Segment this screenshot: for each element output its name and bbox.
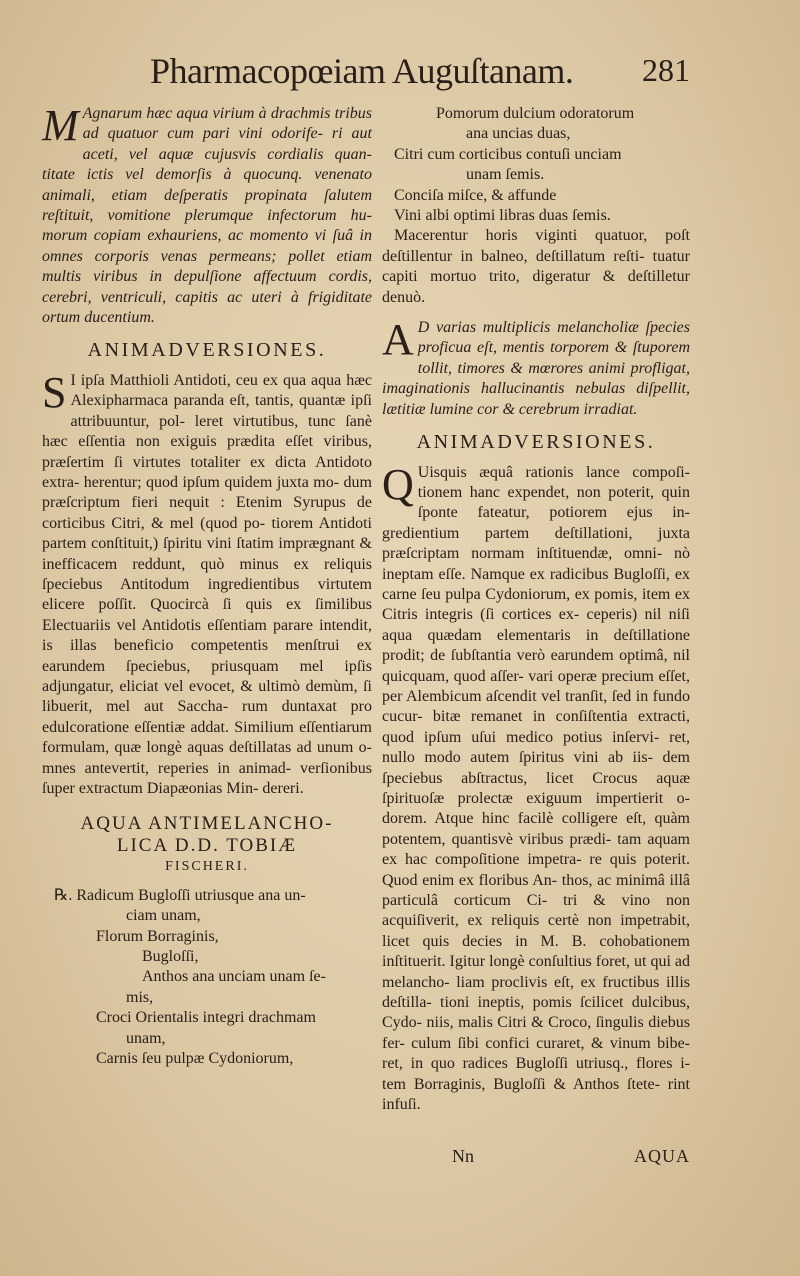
animadversiones-heading-left: ANIMADVERSIONES. xyxy=(87,339,327,362)
recipe-line: ℞. Radicum Bugloſſi utriusque ana un- xyxy=(54,886,306,904)
method-paragraph: Macerentur horis viginti quatuor, poſt deſtillentur in balneo, deſtillatum reſti- tuatur capiti mortuo trito, digeratur & deſtilletur denuò. xyxy=(382,227,690,306)
catchword: AQUA xyxy=(634,1146,690,1166)
running-title: Pharmacopœiam Auguſtanam. xyxy=(150,51,574,91)
anim-dropcap-left: S xyxy=(42,367,67,417)
page-number: 281 xyxy=(642,52,690,88)
use-text: D varias multiplicis melancholiæ ſpecies proficua eſt, mentis torporem & ſtuporem tollit, timores & mœrores animi profligat, imaginationis hallucinantis nebulas diſpellit, lætitiæ lumine cor & cerebrum irradiat. xyxy=(382,319,690,418)
intro-dropcap: M xyxy=(42,101,79,150)
anim-text-right: Uisquis æquâ rationis lance compoſi- tionem hanc expendet, non poterit, quin ſponte fateatur, potiorem ejus in- gredientium partem deſtillationi, juxta præſcriptam normam inſtituendæ, omni- nò ineptam eſſe. Namque ex radicibus Bugloſſi, ex carne ſeu pulpa Cydoniorum, ex pomis, item ex Citris integris (ſi cortices ex- ceperis) nil niſi aqua quædam elementaris in deſtillatione prodit; de ſubſtantia verò earundem optimâ, nil quicquam, quod aſſer- vari operæ precium eſſet, per Alembicum aſcendit vel tranſit, ſed in fundo cucur- bitæ remanet in conſiſtentia extracti, quod ipſum uſui medico potius inſervi- ret, nullo modo autem ſpiritus vini ab iis- dem ſpeciebus abſtractus, licet Crocus aquæ ſpirituoſæ prolectæ exiguum impertierit o- dorem. Atque hinc facilè colligere eſt, quàm potentem, quantisvè viribus prædi- tam aquam ex hac compoſitione impetra- re quis poterit. Quod enim ex floribus An- thos, ac minimâ illâ particulâ corticum Ci- tri & vino non acquiſiverit, ex reliquis certè non impetrabit, licet quis decies in M. B. cohobationem inſtituerit. Igitur longè conſultius foret, ut qui ad melancho- liam proclivis eſt, ex fructibus illis deſtilla- tioni ineptis, pomis ſcilicet dulcibus, Cydo- niis, malis Citri & Croco, ſingulis diebus fer- culum ſibi confici curaret, & vinum bibe- ret, in quo radices Bugloſſi utriusq., flores i- tem Borraginis, Bugloſſi & Anthos ſtete- rint infuſi. xyxy=(382,463,690,1114)
intro-text: Agnarum hæc aqua virium à drachmis tribus ad quatuor cum pari vini odorife- ri aut aceti, vel aquæ cujusvis cordialis quan- titate ictis vel demorſis à quocunq. venenato animali, etiam deſperatis propinata ſalutem reſtituit, vomitione plerumque infectorum hu- morum copiam exhauriens, ac momento vi ſuâ in omnes corporis venas permeans; pollet etiam multis viribus in depulſione affectuum cordis, cerebri, ventriculi, capitis ac uteri à frigiditate ortum ducentium. xyxy=(42,105,372,327)
animadversiones-heading-right: ANIMADVERSIONES. xyxy=(416,431,656,454)
recipe-line: mis, xyxy=(126,988,154,1006)
recipe-list-left xyxy=(42,886,372,1070)
page-footer xyxy=(382,1146,690,1170)
recipe-line: Vini albi optimi libras duas ſemis. xyxy=(394,207,611,225)
recipe-line: Citri cum corticibus contuſi unciam xyxy=(394,145,622,163)
recipe-line: ciam unam, xyxy=(126,907,201,925)
anim-text-left: I ipſa Matthioli Antidoti, ceu ex qua aqua hæc Alexipharmaca paranda eſt, tantis, quantæ ipſi attribuuntur, pol- leret virtutibus, tunc ſanè hæc eſſentia non exiguis prædita eſſet viribus, præſertim ſi virtutes totaliter ex dicta Antidoto extra- herentur; quod ipſum quidem juxta mo- dum præſcriptum fieri nequit : Etenim Syrupus de corticibus Citri, & mel (quod po- tiorem Antidoti partem conſtituit,) ſpiritu vini ſtatim imprægnant & inefficacem reddunt, quò minus ex reliquis ſpeciebus Antitodum ingredientibus virtutem elicere poſſit. Quocircà ſi quis ex ſimilibus Electuariis vel Antidotis eſſentiam parare intendit, is illas beneficio competentis menſtrui ex earundem ſpeciebus, priusquam mel ipſis adjungatur, eliciat vel evocet, & ultimò demùm, ſi libuerit, mel aut Saccha- rum duntaxat pro edulcoratione eſſentiæ addat. Similium eſſentiarum formulam, quæ longè aquas deſtillatas ad unum o- mnes antevertit, reperies in animad- verſionibus ſuper extractum Diapæonias Min- dereri. xyxy=(42,371,372,797)
animadversiones-paragraph-right xyxy=(382,459,690,1116)
signature-mark: Nn xyxy=(452,1146,474,1166)
recipe-list-right xyxy=(382,104,690,226)
recipe-title-line-1: AQUA ANTIMELANCHO- xyxy=(80,813,334,835)
intro-paragraph xyxy=(42,101,372,328)
use-dropcap: A xyxy=(382,315,414,365)
left-column xyxy=(42,101,372,1069)
recipe-line: Florum Borraginis, xyxy=(96,927,219,945)
recipe-line: Pomorum dulcium odoratorum xyxy=(436,105,635,122)
use-paragraph xyxy=(382,315,690,420)
recipe-line: unam, xyxy=(126,1029,166,1047)
recipe-line: Bugloſſi, xyxy=(142,948,199,966)
animadversiones-paragraph-left xyxy=(42,367,372,800)
recipe-author: FISCHERI. xyxy=(165,859,249,875)
running-header xyxy=(150,50,690,100)
recipe-line: Conciſa miſce, & affunde xyxy=(394,186,557,204)
recipe-line: ana uncias duas, xyxy=(466,125,571,143)
right-column xyxy=(382,104,690,1116)
recipe-title-line-2: LICA D.D. TOBIÆ xyxy=(116,835,298,857)
recipe-line: Carnis ſeu pulpæ Cydoniorum, xyxy=(96,1050,294,1068)
recipe-line: Anthos ana unciam unam ſe- xyxy=(142,968,326,986)
recipe-line: Croci Orientalis integri drachmam xyxy=(96,1009,316,1027)
anim-dropcap-right: Q xyxy=(382,459,414,509)
recipe-line: unam ſemis. xyxy=(466,166,545,184)
